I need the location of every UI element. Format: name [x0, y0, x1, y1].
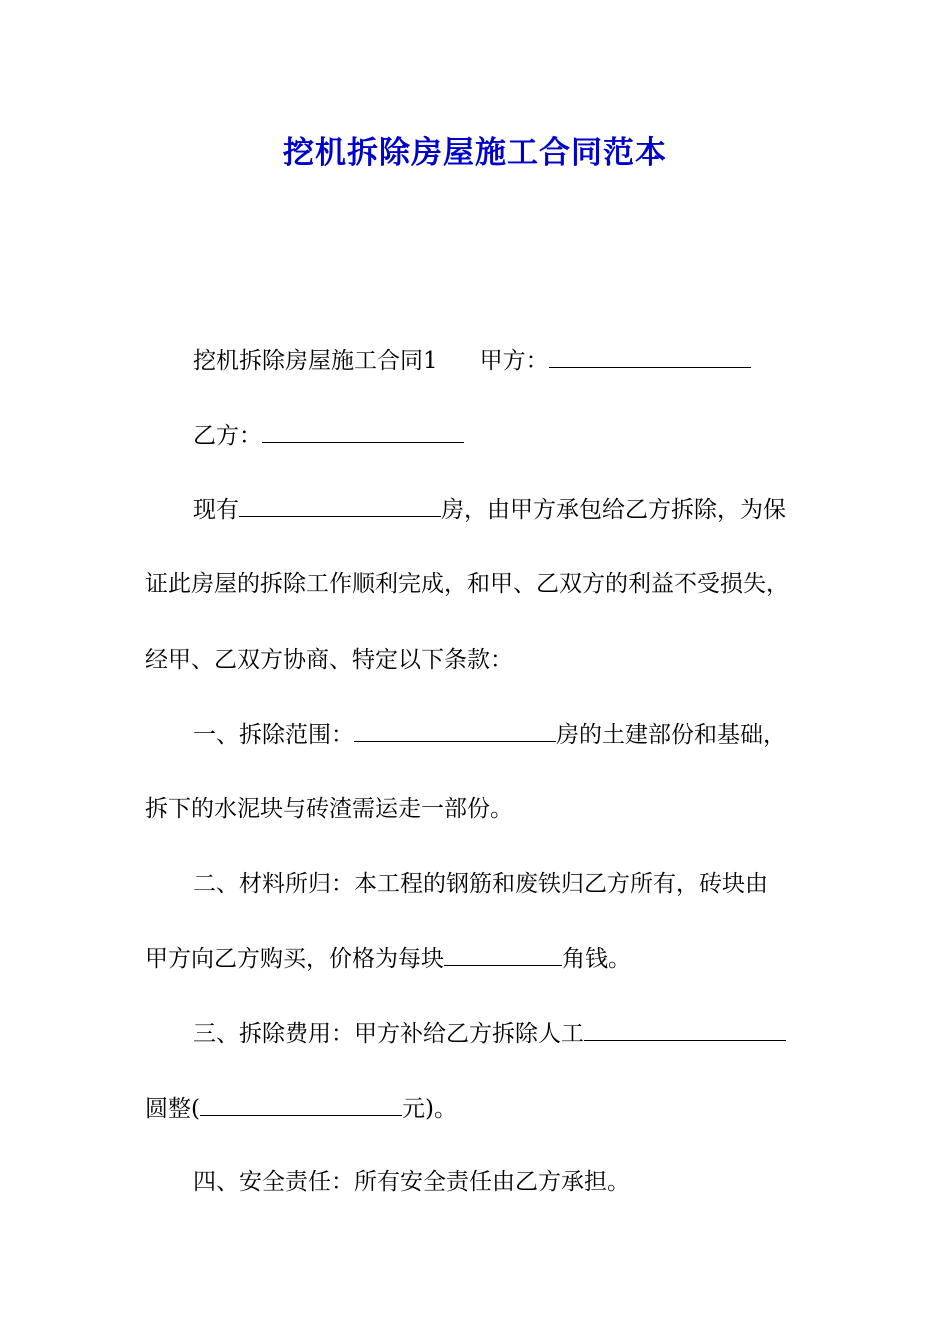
clause-one-line [145, 714, 883, 755]
house-address-blank[interactable] [239, 489, 441, 517]
document-title: 挖机拆除房屋施工合同范本 [283, 135, 667, 171]
paragraph-text: 圆整( [145, 1096, 200, 1122]
contract-name-text: 挖机拆除房屋施工合同1 [193, 348, 438, 374]
brick-price-blank[interactable] [444, 938, 562, 966]
paragraph-line [145, 1088, 835, 1129]
paragraph-text: 元)。 [401, 1096, 457, 1122]
paragraph-text: 甲方向乙方购买，价格为每块 [145, 946, 444, 972]
clause-text: 三、拆除费用：甲方补给乙方拆除人工 [193, 1021, 584, 1047]
labor-fee-amount-blank[interactable] [200, 1088, 402, 1116]
paragraph-line [145, 489, 883, 530]
labor-fee-words-blank[interactable] [584, 1013, 786, 1041]
party-b-blank[interactable] [262, 415, 464, 443]
demolition-scope-blank[interactable] [354, 714, 556, 742]
party-b-line [145, 415, 883, 456]
paragraph-text: 角钱。 [562, 946, 631, 972]
paragraph-line: 拆下的水泥块与砖渣需运走一部份。 [145, 796, 513, 822]
paragraph-line: 证此房屋的拆除工作顺利完成，和甲、乙双方的利益不受损失， [145, 571, 789, 597]
paragraph-text: 现有 [193, 497, 239, 523]
paragraph-line [145, 938, 835, 979]
clause-text: 房的土建部份和基础， [556, 722, 786, 748]
party-a-blank[interactable] [549, 340, 751, 368]
clause-four-line: 四、安全责任：所有安全责任由乙方承担。 [193, 1169, 630, 1195]
clause-text: 一、拆除范围： [193, 722, 354, 748]
paragraph-text: 房，由甲方承包给乙方拆除，为保 [441, 497, 786, 523]
party-b-label: 乙方： [193, 423, 262, 449]
paragraph-line: 经甲、乙双方协商、特定以下条款： [145, 647, 513, 673]
clause-two-line: 二、材料所归：本工程的钢筋和废铁归乙方所有，砖块由 [193, 871, 768, 897]
contract-heading-line [145, 340, 883, 381]
clause-three-line [145, 1013, 883, 1054]
party-a-label: 甲方： [479, 348, 549, 374]
